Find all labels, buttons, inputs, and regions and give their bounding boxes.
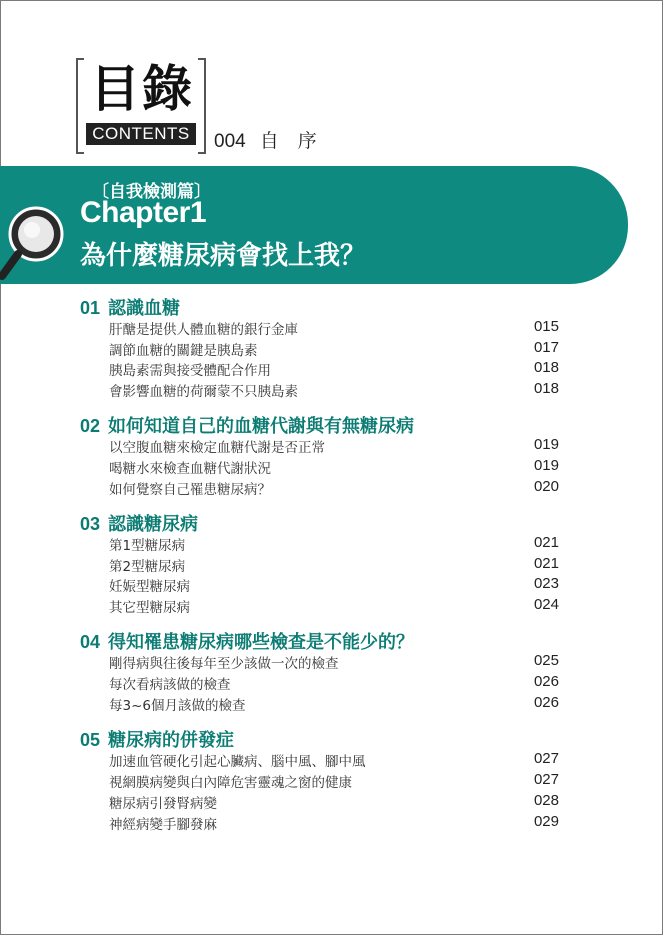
preface-page: 004 xyxy=(214,131,246,152)
section-title: 如何知道自己的血糖代謝與有無糖尿病 xyxy=(108,416,415,437)
toc-row-text: 如何覺察自己罹患糖尿病？ xyxy=(109,482,271,498)
toc-row-text: 第2型糖尿病 xyxy=(109,559,186,575)
toc-row-page: 015 xyxy=(533,318,559,335)
toc-row-page: 017 xyxy=(533,339,559,356)
toc-row-page: 021 xyxy=(533,555,559,572)
toc-row-page: 018 xyxy=(533,359,559,376)
chapter-title: 為什麼糖尿病會找上我？ xyxy=(80,241,367,271)
toc-row-page: 025 xyxy=(533,652,559,669)
toc-row-text: 肝醣是提供人體血糖的銀行金庫 xyxy=(109,322,298,338)
toc-row-text: 第1型糖尿病 xyxy=(109,538,186,554)
section-title: 糖尿病的併發症 xyxy=(108,730,235,751)
toc-row-page: 023 xyxy=(533,575,559,592)
toc-row-text: 其它型糖尿病 xyxy=(109,600,190,616)
chapter-number: Chapter1 xyxy=(80,196,207,229)
section-heading-05[interactable] xyxy=(80,726,234,752)
toc-row-page: 029 xyxy=(533,813,559,830)
toc-row-page: 019 xyxy=(533,436,559,453)
section-heading-04[interactable] xyxy=(80,628,414,654)
right-bracket xyxy=(198,58,206,154)
preface-title: 自 序 xyxy=(259,131,317,152)
section-title: 認識糖尿病 xyxy=(108,514,199,535)
section-title: 得知罹患糖尿病哪些檢查是不能少的？ xyxy=(108,632,415,653)
toc-row-page: 026 xyxy=(533,694,559,711)
toc-row-text: 會影響血糖的荷爾蒙不只胰島素 xyxy=(109,384,298,400)
toc-row-page: 028 xyxy=(533,792,559,809)
toc-row-text: 調節血糖的關鍵是胰島素 xyxy=(109,343,258,359)
toc-row-text: 神經病變手腳發麻 xyxy=(109,817,217,833)
toc-row-text: 糖尿病引發腎病變 xyxy=(109,796,217,812)
toc-row-page: 021 xyxy=(533,534,559,551)
section-heading-01[interactable] xyxy=(80,294,180,320)
toc-row-text: 每3~6個月該做的檢查 xyxy=(109,698,246,714)
section-number: 02 xyxy=(80,416,101,436)
toc-title-block xyxy=(76,58,206,150)
section-heading-02[interactable] xyxy=(80,412,414,438)
left-bracket xyxy=(76,58,84,154)
toc-row-page: 020 xyxy=(533,478,559,495)
toc-row-text: 視網膜病變與白內障危害靈魂之窗的健康 xyxy=(109,775,352,791)
toc-row-text: 加速血管硬化引起心臟病、腦中風、腳中風 xyxy=(109,754,366,770)
section-number: 04 xyxy=(80,632,101,652)
toc-row-page: 027 xyxy=(533,750,559,767)
section-number: 03 xyxy=(80,514,101,534)
toc-row-text: 妊娠型糖尿病 xyxy=(109,579,190,595)
magnifier-icon xyxy=(0,200,80,300)
toc-row-page: 018 xyxy=(533,380,559,397)
section-number: 01 xyxy=(80,298,101,318)
toc-row-text: 胰島素需與接受體配合作用 xyxy=(109,363,271,379)
toc-row-text: 剛得病與往後每年至少該做一次的檢查 xyxy=(109,656,339,672)
toc-row-text: 喝糖水來檢查血糖代謝狀況 xyxy=(109,461,271,477)
chapter-subtitle: 〔自我檢測篇〕 xyxy=(92,182,211,202)
toc-row-page: 019 xyxy=(533,457,559,474)
section-heading-03[interactable] xyxy=(80,510,198,536)
toc-row-page: 024 xyxy=(533,596,559,613)
toc-row-page: 026 xyxy=(533,673,559,690)
section-title: 認識血糖 xyxy=(108,298,181,319)
toc-row-text: 以空腹血糖來檢定血糖代謝是否正常 xyxy=(109,440,325,456)
toc-title: 目錄 xyxy=(90,60,194,118)
toc-row-text: 每次看病該做的檢查 xyxy=(109,677,231,693)
toc-row-page: 027 xyxy=(533,771,559,788)
contents-label: CONTENTS xyxy=(86,123,196,145)
section-number: 05 xyxy=(80,730,101,750)
preface-entry[interactable] xyxy=(214,126,331,153)
